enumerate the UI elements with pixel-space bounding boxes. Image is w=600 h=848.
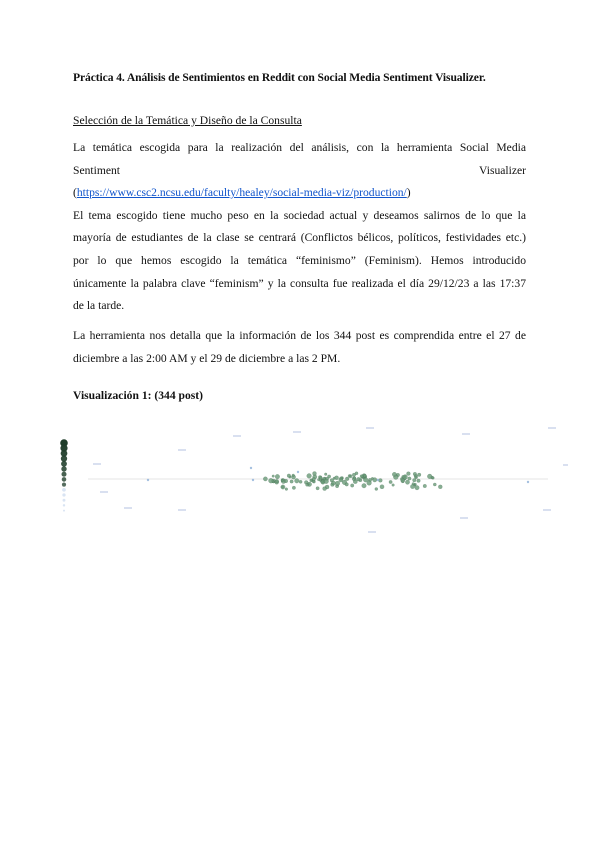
intro-line-2 [73,160,526,183]
post-dot [415,476,418,479]
post-dot [292,486,295,489]
post-dot [423,484,427,488]
post-dot [389,480,392,483]
post-dot [433,483,436,486]
legend-circle [61,466,66,471]
post-dot [353,477,356,480]
post-dot [410,485,414,489]
document-title: Práctica 4. Análisis de Sentimientos en Reddit con Social Media Sentiment Visualizer. [73,71,486,84]
intro-line-1: La temática escogida para la realización del análisis, con la herramienta Social Media [73,141,526,154]
visualization-heading: Visualización 1: (344 post) [73,389,203,402]
legend-circle [62,488,66,492]
link-close-paren: ) [406,186,411,200]
section-heading: Selección de la Temática y Diseño de la Consulta [73,114,302,127]
outlier-dot [252,479,254,481]
post-dot [269,478,274,483]
post-dot [413,478,416,481]
legend-circle [63,504,65,506]
topic-line-4: únicamente la palabra clave “feminism” y la consulta fue realizada el día 29/12/23 a las 17:37 [73,276,526,290]
post-dot [335,476,339,480]
legend-circle [61,461,67,467]
post-dot [290,480,293,483]
post-dot [362,483,367,488]
legend-circle [62,493,65,496]
post-dot [367,481,372,486]
post-dot [292,474,295,477]
post-dot [324,479,329,484]
post-dot [417,479,421,483]
post-dot [405,480,409,484]
post-dot [438,485,442,489]
post-dot [407,472,411,476]
post-dot [307,474,312,479]
sentiment-visualization-image [48,420,568,540]
post-dot [324,473,327,476]
post-dot [299,480,302,483]
legend-circle [63,510,65,512]
post-dot [375,488,378,491]
post-dot [345,477,349,481]
post-dot [331,481,335,485]
post-dot [272,475,274,477]
post-dot [363,474,366,477]
sentiment-scatter-figure [48,420,568,540]
outlier-dot [250,467,252,469]
post-dot [371,477,373,479]
legend-circle [62,477,67,482]
post-dot [323,487,327,491]
post-dot [317,479,319,481]
post-dot [281,485,285,489]
post-dot [312,480,315,483]
topic-line-2: mayoría de estudiantes de la clase se centrará (Conflictos bélicos, políticos, festividades etc.) [73,231,526,245]
post-dot [408,477,411,480]
post-dot [392,472,396,476]
outlier-dot [527,481,529,483]
post-dot [339,478,343,482]
post-dot [316,487,319,490]
post-dot [403,475,408,480]
intro-word-visualizer: Visualizer [479,163,526,177]
topic-line-1: El tema escogido tiene mucho peso en la sociedad actual y deseamos salirnos de lo que la [73,208,526,222]
range-paragraph [73,325,526,370]
intro-paragraph [73,137,526,318]
post-dot [417,473,421,477]
outlier-dot [147,479,149,481]
post-dot [275,474,279,478]
post-dot [360,475,363,478]
post-dot [355,472,358,475]
legend-circle [63,499,66,502]
post-dot [285,488,288,491]
post-dot [313,472,317,476]
outlier-dot [377,479,379,481]
link-open-paren: ( [73,186,77,200]
legend-circle [61,472,66,477]
post-dot [306,483,309,486]
post-dot [263,477,267,481]
post-dot [281,479,283,481]
post-dot [319,476,322,479]
post-dot [335,481,340,486]
post-dot [275,479,279,483]
range-line-1: La herramienta nos detalla que la información de los 344 post es comprendida entre el 27 de [73,329,526,342]
post-dot [380,485,384,489]
post-dot [392,484,395,487]
outlier-dot [297,471,299,473]
intro-line-3 [73,182,526,205]
topic-line-3: por lo que hemos escogido la temática “feminismo” (Feminism). Hemos introducido [73,253,526,267]
post-dot [284,479,288,483]
post-dot [427,474,432,479]
post-dot [287,474,291,478]
topic-line-5: de la tarde. [73,299,125,313]
post-dot [351,484,354,487]
post-dot [348,474,351,477]
post-dot [357,477,361,481]
tool-link[interactable]: https://www.csc2.ncsu.edu/faculty/healey/social-media-viz/production/ [76,186,407,200]
range-line-2: diciembre a las 2:00 AM y el 29 de diciembre a las 2 PM. [73,351,341,365]
legend-circle [61,455,67,461]
post-dot [295,479,300,484]
intro-word-sentiment: Sentiment [73,163,121,177]
legend-circle [62,483,66,487]
post-dot [345,483,348,486]
post-dot [412,483,415,486]
